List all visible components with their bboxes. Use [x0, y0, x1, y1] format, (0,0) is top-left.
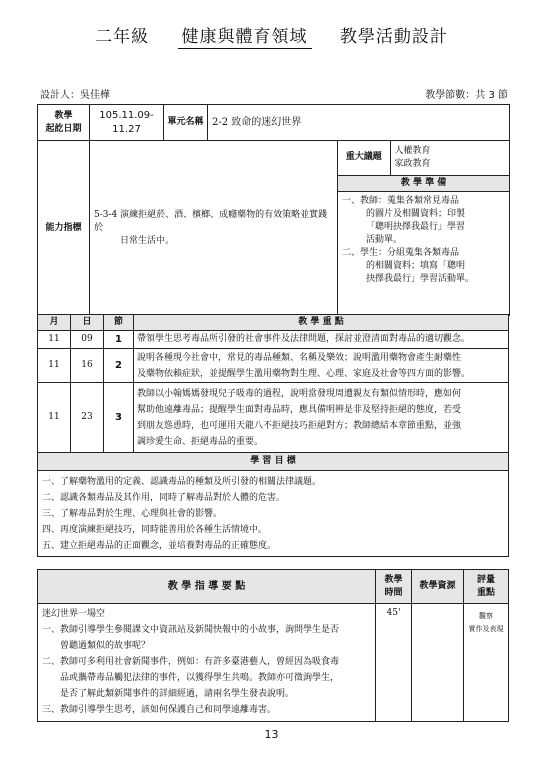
title-field: 健康與體育領域 — [178, 27, 312, 49]
focus-line: 帶領學生思考毒品所引發的社會事件及法律問題，探討並澄清面對毒品的適切觀念。 — [137, 334, 471, 344]
guide-line: 三、教師引導學生思考，該如何保護自己和同學遠離毒害。 — [42, 705, 277, 715]
guide-header-time-1: 教學 — [384, 574, 403, 585]
focus-line: 教師以小翰媽媽發現兒子吸毒的過程，說明當發現周遭親友有類似情形時，應如何 — [137, 388, 462, 399]
page-title — [0, 22, 543, 47]
row-month: 11 — [38, 383, 71, 453]
focus-line: 幫助他遠離毒品；提醒學生面對毒品時，應具備明辨是非及堅持拒絕的態度，若受 — [137, 404, 462, 415]
issues-list — [390, 141, 509, 175]
designer-label: 設計人：吳佳樺 — [40, 90, 110, 101]
guide-header-resources: 教學資源 — [412, 570, 464, 604]
guide-line: 是否了解此類新聞事件的詳細經過，請兩名學生發表說明。 — [60, 689, 295, 699]
eval-item: 實作及表現 — [468, 625, 504, 633]
issues-label: 重大議題 — [338, 141, 390, 175]
prep-line: 二、學生：分組蒐集各類毒品 — [342, 247, 460, 258]
dates-label-1: 教學 — [54, 110, 73, 121]
guide-header-eval-2: 重點 — [476, 587, 495, 598]
prep-label: 教 學 準 備 — [338, 175, 509, 191]
dates-label-2: 起訖日期 — [45, 123, 82, 134]
guide-content — [38, 604, 376, 722]
row-focus — [134, 349, 509, 383]
ability-text-2: 日常生活中。 — [120, 236, 175, 246]
goals-label: 學 習 目 標 — [38, 453, 509, 471]
guide-table — [37, 569, 509, 722]
prep-line: 的圖片及相關資料；印製 — [366, 208, 466, 219]
focus-line: 及藥物依賴症狀，並提醒學生濫用藥物對生理、心理、家庭及社會等四方面的影響。 — [137, 368, 471, 379]
row-focus — [134, 383, 509, 453]
guide-line: 一、教師引導學生參閱課文中資訊站及新聞快報中的小故事，詢問學生是否 — [42, 625, 340, 635]
guide-line: 品或攜帶毒品觸犯法律的事件，以獲得學生共鳴。教師亦可徵詢學生， — [60, 673, 340, 683]
goals-list — [38, 471, 509, 557]
row-day: 16 — [71, 349, 104, 383]
header-day: 日 — [71, 315, 104, 331]
row-period: 1 — [104, 331, 134, 349]
header-focus: 教 學 重 點 — [134, 315, 509, 331]
unit-name: 2-2 致命的迷幻世界 — [208, 105, 510, 141]
guide-time: 45' — [376, 604, 412, 722]
goal-item: 三、了解毒品對於生理、心理與社會的影響。 — [42, 508, 223, 519]
table-row — [38, 349, 509, 383]
focus-line: 說明各種現今社會中，常見的毒品種類、名稱及樂效；說明濫用藥物會產生耐藥性 — [137, 352, 462, 363]
prep-line: 「聰明抉擇我最行」學習 — [366, 221, 466, 232]
prep-content — [338, 191, 509, 315]
header-period: 節 — [104, 315, 134, 331]
prep-line: 的相關資料；填寫「聰明 — [366, 260, 466, 271]
goal-item: 一、了解藥物濫用的定義、認識毒品的種類及所引發的相關法律議題。 — [42, 476, 322, 487]
unit-label: 單元名稱 — [164, 105, 208, 141]
schedule-table — [37, 314, 509, 557]
guide-header-time — [376, 570, 412, 604]
info-table — [37, 104, 510, 316]
guide-resources — [412, 604, 464, 722]
guide-header-points: 教 學 指 導 要 點 — [38, 570, 376, 604]
title-grade: 二年級 — [95, 27, 150, 47]
issues-prep-table — [338, 141, 509, 315]
ability-text — [90, 141, 338, 316]
guide-header-eval — [464, 570, 509, 604]
ability-label: 能力指標 — [38, 141, 90, 316]
row-month: 11 — [38, 349, 71, 383]
guide-line: 曾聽過類似的故事呢？ — [60, 641, 151, 651]
prep-line: 活動單。 — [366, 234, 403, 245]
row-period: 2 — [104, 349, 134, 383]
goal-item: 四、再度演練拒絕技巧，同時能善用於各種生活情境中。 — [42, 524, 268, 535]
guide-header-eval-1: 評量 — [476, 574, 495, 585]
row-period: 3 — [104, 383, 134, 453]
guide-header-time-2: 時間 — [384, 587, 403, 598]
eval-item: 觀察 — [479, 612, 493, 620]
dates-value: 105.11.09-11.27 — [90, 105, 164, 141]
header-month: 月 — [38, 315, 71, 331]
issues-prep-cell — [338, 141, 510, 316]
page-number: 13 — [264, 728, 279, 741]
goal-item: 二、認識各類毒品及其作用，同時了解毒品對於人體的危害。 — [42, 492, 286, 503]
row-month: 11 — [38, 331, 71, 349]
goal-item: 五、建立拒絕毒品的正面觀念，並培養對毒品的正確態度。 — [42, 540, 277, 551]
title-design: 教學活動設計 — [339, 27, 448, 47]
table-row — [38, 383, 509, 453]
issue-item: 家政教育 — [394, 158, 431, 169]
focus-line: 到朋友慫恿時，也可運用天龍八不拒絕技巧拒絕對方；教師總結本章節重點，並強 — [137, 420, 462, 431]
sessions-label: 教學節數：共 3 節 — [425, 90, 508, 101]
prep-line: 一、教師：蒐集各類常見毒品 — [342, 195, 460, 206]
dates-label-cell — [38, 105, 90, 141]
activity-title: 迷幻世界一場空 — [42, 609, 106, 619]
focus-line: 調珍愛生命、拒絕毒品的重要。 — [137, 436, 264, 447]
guide-eval — [464, 604, 509, 722]
ability-text-1: 5-3-4 演練拒絕菸、酒、檳榔、成癮藥物的有效策略並實踐於 — [94, 210, 328, 233]
table-row — [38, 331, 509, 349]
issue-item: 人權教育 — [394, 145, 431, 156]
row-day: 23 — [71, 383, 104, 453]
row-day: 09 — [71, 331, 104, 349]
guide-line: 二、教師可多利用社會新聞事件，例如：有許多臺港藝人，曾經因為吸食毒 — [42, 657, 340, 667]
row-focus — [134, 331, 509, 349]
prep-line: 抉擇我最行」學習活動單。 — [366, 273, 475, 284]
